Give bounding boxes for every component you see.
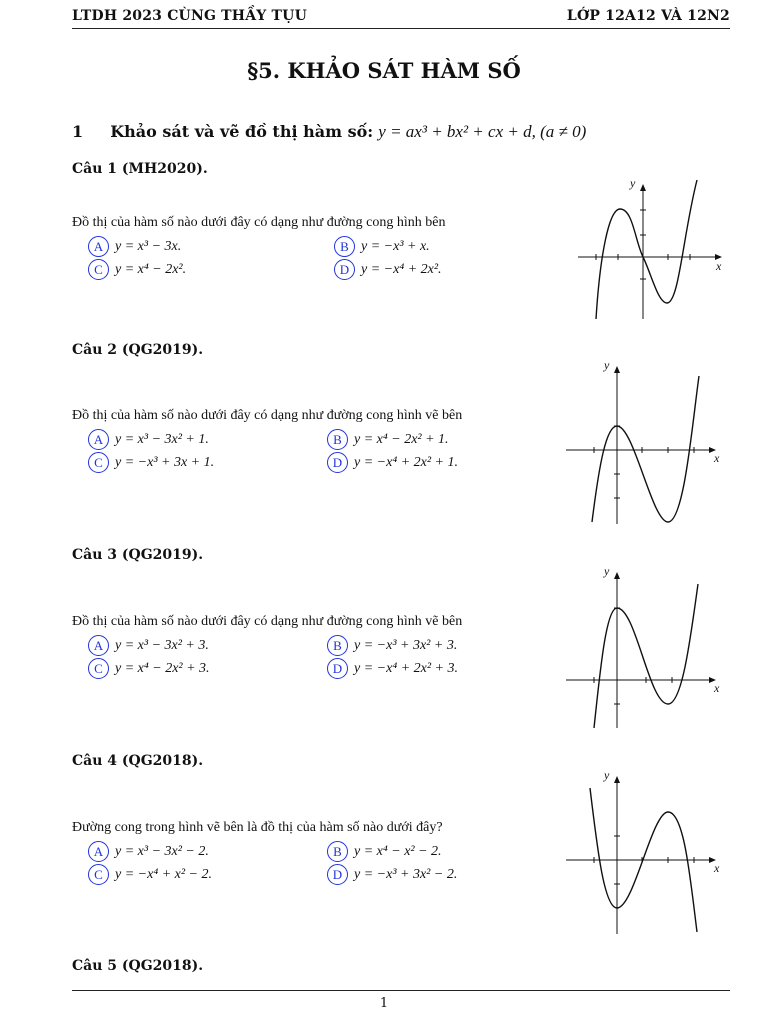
option-formula: y = −x³ + 3x + 1. xyxy=(115,454,215,470)
option-badge: D xyxy=(334,259,355,280)
question-3-option-c[interactable] xyxy=(88,658,210,679)
page-title: §5. KHẢO SÁT HÀM SỐ xyxy=(247,58,521,83)
question-2-title: Câu 2 (QG2019). xyxy=(72,342,204,358)
footer-rule xyxy=(72,990,730,991)
question-1-graph xyxy=(576,175,736,325)
option-badge: C xyxy=(88,452,109,473)
question-3-option-b[interactable] xyxy=(327,635,457,656)
question-4-title: Câu 4 (QG2018). xyxy=(72,753,204,769)
page-number: 1 xyxy=(379,996,389,1011)
y-axis-arrow xyxy=(614,366,620,373)
question-3-option-a[interactable] xyxy=(88,635,209,656)
section-text: Khảo sát và vẽ đồ thị hàm số: xyxy=(110,122,374,141)
question-2-graph xyxy=(564,356,734,528)
option-formula: y = x³ − 3x. xyxy=(115,238,182,254)
option-badge: A xyxy=(88,841,109,862)
header-right: LỚP 12A12 VÀ 12N2 xyxy=(566,8,730,24)
option-formula: y = −x⁴ + 2x² + 3. xyxy=(354,660,458,676)
question-3-title: Câu 3 (QG2019). xyxy=(72,547,204,563)
y-axis-label: y xyxy=(630,176,636,190)
y-axis-label: y xyxy=(604,564,610,578)
x-axis-label: x xyxy=(716,259,722,273)
question-1-option-a[interactable] xyxy=(88,236,181,257)
question-1-title: Câu 1 (MH2020). xyxy=(72,161,208,177)
x-axis-label: x xyxy=(714,681,720,695)
y-axis-arrow xyxy=(614,572,620,579)
x-axis-label: x xyxy=(714,451,720,465)
question-4-graph xyxy=(564,766,734,938)
option-formula: y = x⁴ − x² − 2. xyxy=(354,843,442,859)
question-1-option-b[interactable] xyxy=(334,236,430,257)
question-4-option-d[interactable] xyxy=(327,864,457,885)
option-badge: A xyxy=(88,236,109,257)
option-badge: D xyxy=(327,658,348,679)
option-badge: D xyxy=(327,864,348,885)
option-formula: y = −x⁴ + x² − 2. xyxy=(115,866,212,882)
question-5-title: Câu 5 (QG2018). xyxy=(72,958,204,974)
question-3-graph xyxy=(564,562,734,732)
option-formula: y = −x³ + 3x² + 3. xyxy=(354,637,458,653)
graph-curve xyxy=(594,584,698,728)
question-2-option-c[interactable] xyxy=(88,452,214,473)
option-badge: C xyxy=(88,259,109,280)
question-4-option-a[interactable] xyxy=(88,841,209,862)
graph-curve xyxy=(592,376,699,522)
option-badge: C xyxy=(88,658,109,679)
graph-curve xyxy=(596,180,697,319)
option-formula: y = x³ − 3x² − 2. xyxy=(115,843,209,859)
question-2-option-a[interactable] xyxy=(88,429,209,450)
question-1-option-c[interactable] xyxy=(88,259,186,280)
option-formula: y = x⁴ − 2x². xyxy=(115,261,187,277)
y-axis-arrow xyxy=(640,184,646,191)
option-formula: y = x⁴ − 2x² + 1. xyxy=(354,431,449,447)
option-badge: B xyxy=(327,429,348,450)
question-1-option-d[interactable] xyxy=(334,259,442,280)
option-badge: C xyxy=(88,864,109,885)
option-badge: A xyxy=(88,429,109,450)
option-formula: y = −x⁴ + 2x². xyxy=(361,261,442,277)
option-formula: y = −x⁴ + 2x² + 1. xyxy=(354,454,458,470)
option-formula: y = x³ − 3x² + 3. xyxy=(115,637,209,653)
y-axis-label: y xyxy=(604,358,610,372)
option-formula: y = x⁴ − 2x² + 3. xyxy=(115,660,210,676)
question-2-stem: Đồ thị của hàm số nào dưới đây có dạng như đường cong hình vẽ bên xyxy=(72,408,463,423)
question-2-option-b[interactable] xyxy=(327,429,449,450)
option-badge: D xyxy=(327,452,348,473)
option-formula: y = x³ − 3x² + 1. xyxy=(115,431,209,447)
question-1-stem: Đồ thị của hàm số nào dưới đây có dạng như đường cong hình bên xyxy=(72,215,446,230)
section-formula: y = ax³ + bx² + cx + d, (a ≠ 0) xyxy=(378,122,587,141)
option-badge: B xyxy=(327,841,348,862)
y-axis-label: y xyxy=(604,768,610,782)
question-2-option-d[interactable] xyxy=(327,452,458,473)
option-formula: y = −x³ + 3x² − 2. xyxy=(354,866,458,882)
question-3-stem: Đồ thị của hàm số nào dưới đây có dạng như đường cong hình vẽ bên xyxy=(72,614,463,629)
question-4-option-b[interactable] xyxy=(327,841,442,862)
option-badge: B xyxy=(327,635,348,656)
question-3-option-d[interactable] xyxy=(327,658,458,679)
header-left: LTDH 2023 CÙNG THẦY TỤU xyxy=(72,8,307,24)
option-badge: A xyxy=(88,635,109,656)
header-rule xyxy=(72,28,730,29)
section-number: 1 xyxy=(72,122,84,141)
question-4-stem: Đường cong trong hình vẽ bên là đồ thị của hàm số nào dưới đây? xyxy=(72,820,443,835)
option-formula: y = −x³ + x. xyxy=(361,238,430,254)
option-badge: B xyxy=(334,236,355,257)
y-axis-arrow xyxy=(614,776,620,783)
question-4-option-c[interactable] xyxy=(88,864,212,885)
section-heading xyxy=(72,122,586,142)
x-axis-label: x xyxy=(714,861,720,875)
